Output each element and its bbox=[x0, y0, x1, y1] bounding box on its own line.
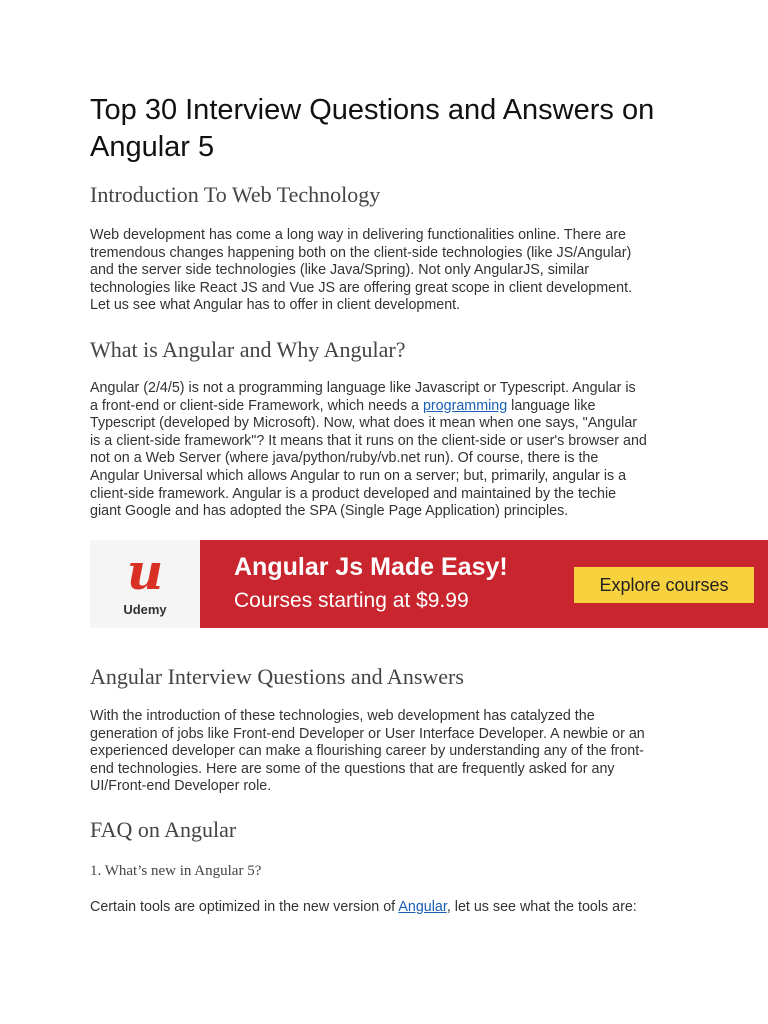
interview-paragraph bbox=[90, 708, 690, 796]
what-line: Angular (2/4/5) is not a programming language like Javascript or Typescript. Angular is bbox=[90, 380, 636, 396]
what-line: giant Google and has adopted the SPA (Single Page Application) principles. bbox=[90, 503, 569, 520]
interview-line: experienced developer can make a flourishing career by understanding any of the front- bbox=[90, 743, 644, 760]
interview-line: With the introduction of these technologies, web development has catalyzed the bbox=[90, 708, 595, 724]
what-line: not on a Web Server (where java/python/ruby/vb.net run). Of course, there is the bbox=[90, 450, 599, 467]
interview-line: end technologies. Here are some of the questions that are frequently asked for any bbox=[90, 760, 615, 777]
page-title-line-2: Angular 5 bbox=[90, 131, 215, 163]
intro-line: Web development has come a long way in delivering functionalities online. There are bbox=[90, 227, 626, 243]
what-line: Angular Universal which allows Angular to run on a server; but, primarily, angular is a bbox=[90, 467, 627, 484]
programming-link[interactable]: programming bbox=[422, 397, 508, 414]
interview-line: generation of jobs like Front-end Developer or User Interface Developer. A newbie or an bbox=[90, 725, 645, 742]
faq-heading: FAQ on Angular bbox=[90, 817, 237, 842]
intro-paragraph bbox=[90, 227, 690, 315]
interview-heading: Angular Interview Questions and Answers bbox=[90, 664, 464, 689]
intro-line: Let us see what Angular has to offer in client development. bbox=[90, 297, 461, 314]
udemy-logo-text: Udemy bbox=[123, 602, 167, 617]
what-line: is a client-side framework"? It means that it runs on the client-side or user's browser and bbox=[90, 432, 647, 449]
faq-answer-paragraph bbox=[90, 899, 690, 917]
udemy-ad-banner[interactable] bbox=[90, 540, 768, 628]
intro-line: and the server side technologies (like Java/Spring). Not only AngularJS, similar bbox=[90, 262, 590, 279]
banner-subtitle: Courses starting at $9.99 bbox=[234, 589, 469, 612]
udemy-logo bbox=[90, 540, 200, 628]
explore-courses-button[interactable]: Explore courses bbox=[574, 567, 754, 603]
what-line: client-side framework. Angular is a product developed and maintained by the techie bbox=[90, 485, 617, 502]
banner-content bbox=[200, 540, 768, 628]
banner-title: Angular Js Made Easy! bbox=[234, 553, 508, 581]
angular-link[interactable]: Angular bbox=[398, 899, 447, 915]
page-title bbox=[90, 92, 730, 166]
faq-question-1: 1. What’s new in Angular 5? bbox=[90, 863, 262, 879]
what-line-text: a front-end or client-side Framework, which needs a bbox=[90, 397, 423, 414]
what-line-with-link bbox=[90, 398, 690, 416]
what-line: Typescript (developed by Microsoft). Now, what does it mean when one says, "Angular bbox=[90, 415, 638, 432]
intro-line: technologies like React JS and Vue JS are offering great scope in client development. bbox=[90, 279, 633, 296]
intro-line: tremendous changes happening both on the client-side technologies (like JS/Angular) bbox=[90, 244, 632, 261]
page-title-line-1: Top 30 Interview Questions and Answers on bbox=[90, 94, 655, 126]
what-line-text: language like bbox=[507, 397, 596, 414]
faq-answer-line bbox=[90, 899, 690, 917]
interview-line: UI/Front-end Developer role. bbox=[90, 778, 272, 795]
faq-answer-text: Certain tools are optimized in the new version of bbox=[90, 899, 399, 915]
what-is-angular-heading: What is Angular and Why Angular? bbox=[90, 337, 406, 362]
intro-heading: Introduction To Web Technology bbox=[90, 182, 381, 207]
what-is-angular-paragraph bbox=[90, 380, 690, 521]
faq-answer-text: , let us see what the tools are: bbox=[446, 899, 637, 915]
udemy-logo-mark: u bbox=[126, 542, 164, 601]
